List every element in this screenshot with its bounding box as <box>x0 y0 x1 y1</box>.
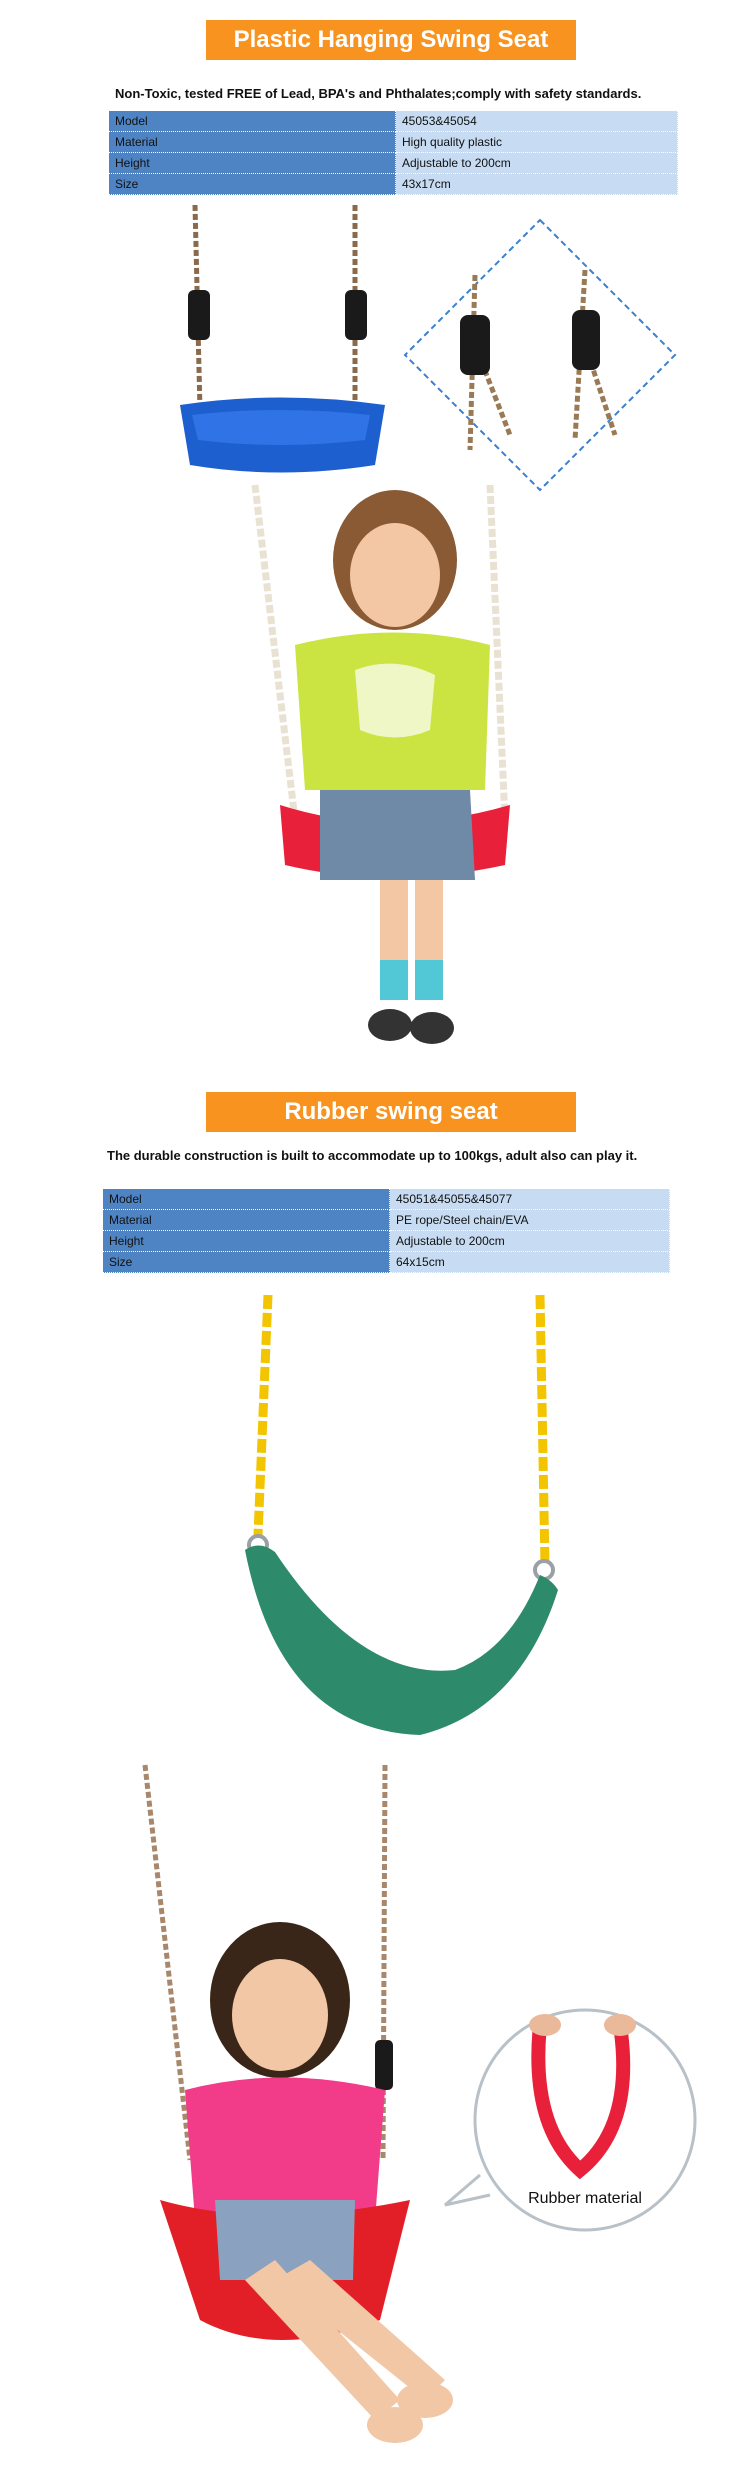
spec-value: Adjustable to 200cm <box>396 153 678 174</box>
spec-key: Model <box>103 1189 390 1210</box>
table-row <box>103 1252 670 1273</box>
spec-key: Height <box>109 153 396 174</box>
spec-key: Size <box>103 1252 390 1273</box>
section1-intro: Non-Toxic, tested FREE of Lead, BPA's and Phthalates;comply with safety standards. <box>115 86 642 101</box>
blue-plastic-swing-image <box>170 200 400 480</box>
spec-value: High quality plastic <box>396 132 678 153</box>
table-row <box>103 1231 670 1252</box>
spec-key: Size <box>109 174 396 195</box>
section2-title-banner: Rubber swing seat <box>206 1092 576 1132</box>
section2-intro: The durable construction is built to accommodate up to 100kgs, adult also can play it. <box>107 1148 638 1163</box>
section2-spec-table <box>102 1188 670 1273</box>
table-row <box>109 174 678 195</box>
section1-spec-table <box>108 110 678 195</box>
green-rubber-swing-image <box>240 1290 570 1750</box>
spec-value: Adjustable to 200cm <box>390 1231 670 1252</box>
spec-value: 45053&45054 <box>396 111 678 132</box>
section1-title-banner: Plastic Hanging Swing Seat <box>206 20 576 60</box>
table-row <box>109 132 678 153</box>
rope-connector-detail-image <box>400 215 680 495</box>
spec-value: 64x15cm <box>390 1252 670 1273</box>
rubber-material-label: Rubber material <box>528 2190 642 2207</box>
table-row <box>103 1189 670 1210</box>
table-row <box>109 111 678 132</box>
spec-value: PE rope/Steel chain/EVA <box>390 1210 670 1231</box>
spec-value: 45051&45055&45077 <box>390 1189 670 1210</box>
spec-key: Height <box>103 1231 390 1252</box>
child-on-red-swing-image <box>240 480 530 1060</box>
spec-key: Material <box>109 132 396 153</box>
spec-key: Material <box>103 1210 390 1231</box>
table-row <box>103 1210 670 1231</box>
table-row <box>109 153 678 174</box>
spec-key: Model <box>109 111 396 132</box>
spec-value: 43x17cm <box>396 174 678 195</box>
rubber-material-callout <box>430 1995 710 2255</box>
